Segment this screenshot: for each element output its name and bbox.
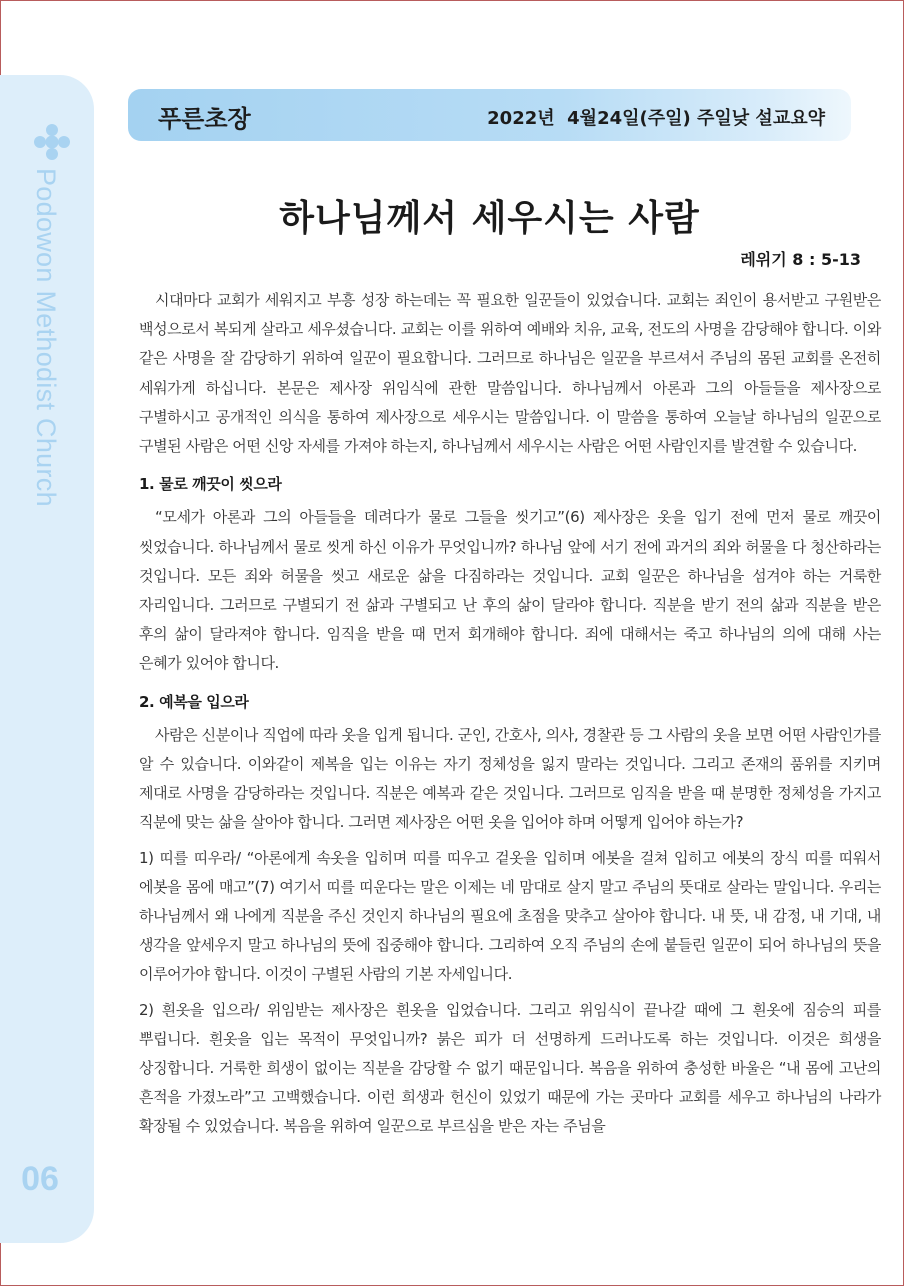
section-heading: 2. 예복을 입으라	[139, 692, 249, 711]
section-paragraph: “모세가 아론과 그의 아들들을 데려다가 물로 그들을 씻기고”(6) 제사장은 옷을 입기 전에 먼저 물로 깨끗이 씻었습니다. 하나님께서 물로 씻게 하신 이유가 무엇입니까? 하나님 앞에 서기 전에 과거의 죄와 허물을 다 청산하라는 것입니다. 모든 죄와 허물을 씻고 새로운 삶을 다짐하라는 것입니다. 교회 일꾼은 하나님을 섬겨야 하는 거룩한 자리입니다. 그러므로 구별되기 전 삶과 구별되고 난 후의 삶이 달라야 합니다. 직분을 받기 전의 삶과 직분을 받은 후의 삶이 달라져야 합니다. 임직을 받을 때 먼저 회개해야 합니다. 죄에 대해서는 죽고 하나님의 의에 대해 사는 은혜가 있어야 합니다.	[139, 508, 881, 673]
section-heading: 1. 물로 깨끗이 씻으라	[139, 475, 282, 494]
page-number: 06	[21, 1160, 59, 1198]
section-paragraph: 사람은 신분이나 직업에 따라 옷을 입게 됩니다. 군인, 간호사, 의사, 경찰관 등 그 사람의 옷을 보면 어떤 사람인가를 알 수 있습니다. 이와같이 제복을 입는 이유는 자기 정체성을 잃지 말라는 것입니다. 그리고 존재의 품위를 지키며 제대로 사명을 감당하라는 것입니다. 직분은 예복과 같은 것입니다. 그러므로 임직을 받을 때 분명한 정체성을 가지고 직분에 맞는 삶을 살아야 합니다. 그러면 제사장은 어떤 옷을 입어야 하며 어떻게 입어야 하는가?	[139, 725, 881, 832]
church-name: Podowon Methodist Church	[31, 168, 61, 507]
scripture-reference: 레위기 8 : 5-13	[740, 250, 861, 269]
cross-icon	[33, 123, 71, 161]
intro-paragraph: 시대마다 교회가 세워지고 부흥 성장 하는데는 꼭 필요한 일꾼들이 있었습니다. 교회는 죄인이 용서받고 구원받은 백성으로서 복되게 살라고 세우셨습니다. 교회는 이를 위하여 예배와 치유, 교육, 전도의 사명을 감당해야 합니다. 이와 같은 사명을 잘 감당하기 위하여 일꾼이 필요합니다. 그러므로 하나님은 일꾼을 부르셔서 주님의 몸된 교회를 온전히 세워가게 하십니다. 본문은 제사장 위임식에 관한 말씀입니다. 하나님께서 아론과 그의 아들들을 제사장으로 구별하시고 공개적인 의식을 통하여 제사장으로 세우시는 말씀입니다. 이 말씀을 통하여 오늘날 하나님의 일꾼으로 구별된 사람은 어떤 신앙 자세를 가져야 하는지, 하나님께서 세우시는 사람은 어떤 사람인지를 발견할 수 있습니다.	[139, 291, 881, 456]
sub-point-paragraph: 1) 띠를 띠우라/ “아론에게 속옷을 입히며 띠를 띠우고 겉옷을 입히며 에봇을 걸쳐 입히고 에봇의 장식 띠를 띠워서 에봇을 몸에 매고”(7) 여기서 띠를 띠운다는 말은 이제는 네 맘대로 살지 말고 주님의 뜻대로 살라는 말입니다. 우리는 하나님께서 왜 나에게 직분을 주신 것인지 하나님의 필요에 초점을 맞추고 살아야 합니다. 내 뜻, 내 감정, 내 기대, 내 생각을 앞세우지 말고 하나님의 뜻에 집중해야 합니다. 그리하여 오직 주님의 손에 붙들린 일꾼이 되어 하나님의 뜻을 이루어가야 합니다. 이것이 구별된 사람의 기본 자세입니다.	[139, 848, 881, 984]
sermon-body	[139, 286, 881, 1142]
sub-point-paragraph: 2) 흰옷을 입으라/ 위임받는 제사장은 흰옷을 입었습니다. 그리고 위임식이 끝나갈 때에 그 흰옷에 짐승의 피를 뿌립니다. 흰옷을 입는 목적이 무엇입니까? 붉은 피가 더 선명하게 드러나도록 하는 것입니다. 이것은 희생을 상징합니다. 거룩한 희생이 없이는 직분을 감당할 수 없기 때문입니다. 복음을 위하여 충성한 바울은 “내 몸에 고난의 흔적을 가졌노라”고 고백했습니다. 이런 희생과 헌신이 있었기 때문에 가는 곳마다 교회를 세우고 하나님의 나라가 확장될 수 있었습니다. 복음을 위하여 일꾼으로 부르심을 받은 자는 주님을	[139, 1000, 881, 1136]
sermon-title: 하나님께서 세우시는 사람	[279, 197, 700, 239]
header-bar	[128, 89, 851, 141]
sermon-date: 2022년 4월24일(주일) 주일낮 설교요약	[487, 108, 825, 129]
section-name: 푸른초장	[158, 105, 251, 133]
